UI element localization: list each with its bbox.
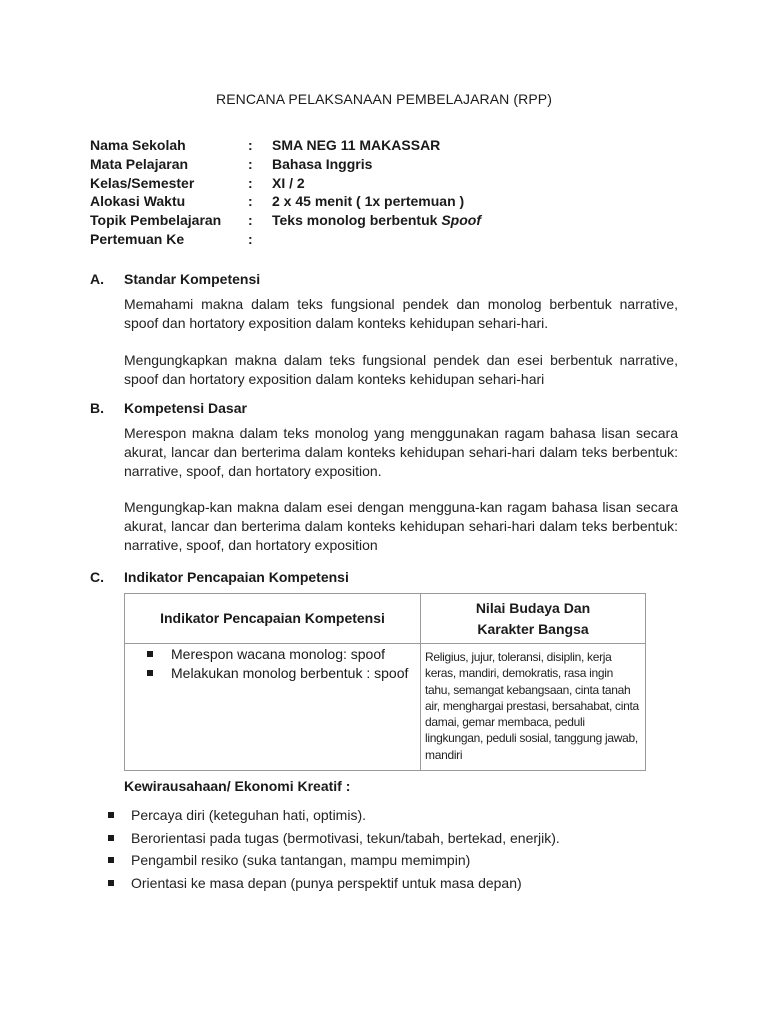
table-header-values <box>421 598 645 640</box>
section-title: Standar Kompetensi <box>124 271 261 287</box>
entrepreneurship-heading: Kewirausahaan/ Ekonomi Kreatif : <box>124 778 351 794</box>
info-colon: : <box>248 137 253 153</box>
info-colon: : <box>248 230 253 247</box>
header-line: Nilai Budaya Dan <box>475 600 591 616</box>
info-value: 2 x 45 menit ( 1x pertemuan ) <box>272 193 465 210</box>
square-bullet-icon <box>108 857 114 863</box>
square-bullet-icon <box>108 812 114 818</box>
info-label: Mata Pelajaran <box>90 155 189 172</box>
list-item <box>108 872 708 895</box>
list-item <box>108 849 708 872</box>
square-bullet-icon <box>108 835 114 841</box>
indicator-table <box>124 593 646 771</box>
section-letter: B. <box>90 400 104 416</box>
topic-italic: Spoof <box>441 212 481 229</box>
list-item <box>135 664 425 683</box>
info-label: Kelas/Semester <box>90 174 195 191</box>
section-title: Kompetensi Dasar <box>124 400 247 416</box>
section-title: Indikator Pencapaian Kompetensi <box>124 569 349 585</box>
indicator-text: Merespon wacana monolog: spoof <box>171 646 386 662</box>
list-item <box>135 645 425 664</box>
square-bullet-icon <box>147 670 153 676</box>
list-item <box>108 827 708 850</box>
list-item-text: Orientasi ke masa depan (punya perspektif untuk masa depan) <box>131 874 522 891</box>
info-value: Bahasa Inggris <box>272 155 373 172</box>
info-value: XI / 2 <box>272 174 305 191</box>
info-colon: : <box>248 155 253 172</box>
table-divider <box>125 643 645 644</box>
section-b-paragraph-1: Merespon makna dalam teks monolog yang menggunakan ragam bahasa lisan secara akurat, lancar dan berterima dalam konteks kehidupan sehari-hari dalam teks berbentuk: narrative, spoof, dan hortatory exposition. <box>124 425 678 479</box>
indicator-list <box>135 645 425 683</box>
indicator-text: Melakukan monolog berbentuk : spoof <box>171 665 409 681</box>
list-item-text: Percaya diri (keteguhan hati, optimis). <box>131 807 366 823</box>
info-value: SMA NEG 11 MAKASSAR <box>272 137 441 153</box>
list-item-text: Pengambil resiko (suka tantangan, mampu memimpin) <box>131 852 471 868</box>
list-item <box>108 804 708 827</box>
character-values-text: Religius, jujur, toleransi, disiplin, kerja keras, mandiri, demokratis, rasa ingin tahu, semangat kebangsaan, cinta tanah air, menghargai prestasi, bersahabat, cinta damai, gemar membaca, peduli lingkungan, peduli sosial, tanggung jawab, mandiri <box>425 650 639 762</box>
topic-text: Teks monolog berbentuk <box>272 212 438 229</box>
info-colon: : <box>248 174 253 191</box>
section-a-paragraph-2: Mengungkapkan makna dalam teks fungsional pendek dan esei berbentuk narrative, spoof dan hortatory exposition dalam konteks kehidupan sehari-hari <box>124 352 678 387</box>
info-colon: : <box>248 212 253 229</box>
square-bullet-icon <box>108 880 114 886</box>
document-title: RENCANA PELAKSANAAN PEMBELAJARAN (RPP) <box>215 91 552 107</box>
section-letter: A. <box>90 271 104 287</box>
header-line: Karakter Bangsa <box>477 621 589 637</box>
section-b-paragraph-2: Mengungkap-kan makna dalam esei dengan mengguna-kan ragam bahasa lisan secara akurat, lancar dan berterima dalam konteks kehidupan sehari-hari dalam teks berbentuk: narrative, spoof, dan hortatory exposition <box>124 499 678 553</box>
info-value <box>272 211 481 230</box>
info-label: Nama Sekolah <box>90 137 186 153</box>
info-label: Alokasi Waktu <box>90 193 186 210</box>
info-colon: : <box>248 193 253 210</box>
entrepreneurship-list <box>108 804 708 894</box>
list-item-text: Berorientasi pada tugas (bermotivasi, tekun/tabah, bertekad, enerjik). <box>131 829 560 846</box>
table-header-indicator: Indikator Pencapaian Kompetensi <box>160 610 385 626</box>
square-bullet-icon <box>147 651 153 657</box>
info-label: Topik Pembelajaran <box>90 212 222 229</box>
info-label: Pertemuan Ke <box>90 230 185 247</box>
section-a-paragraph-1: Memahami makna dalam teks fungsional pendek dan monolog berbentuk narrative, spoof dan hortatory exposition dalam konteks kehidupan sehari-hari. <box>124 296 678 331</box>
section-letter: C. <box>90 569 104 585</box>
